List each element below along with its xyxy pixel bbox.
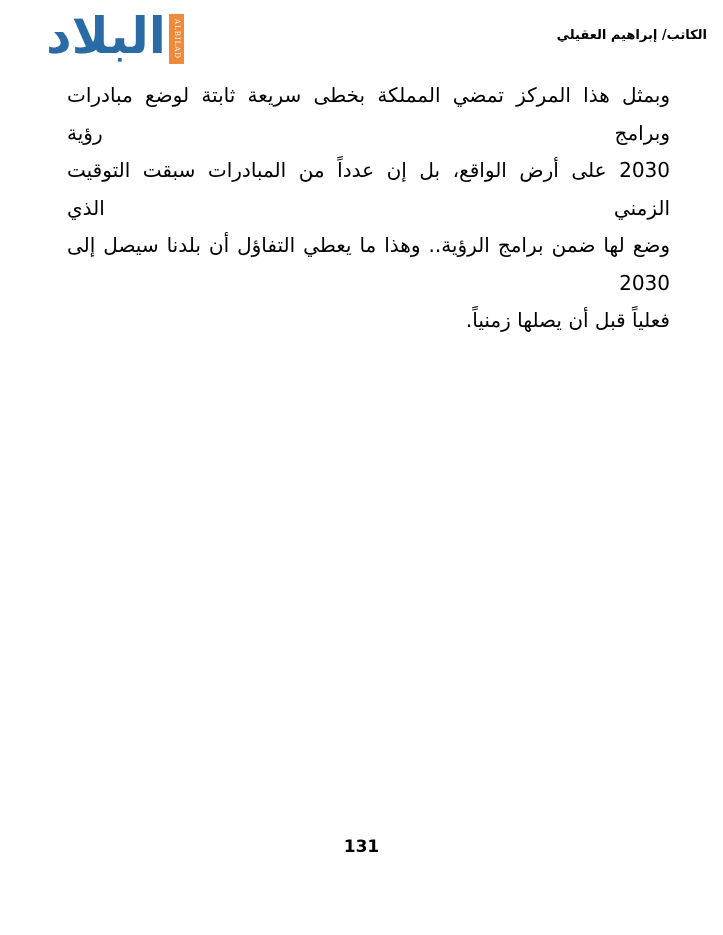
logo-latin-wordmark: ALBILAD — [172, 19, 181, 59]
paragraph-line-2: 2030 على أرض الواقع، بل إن عدداً من المبادرات سبقت التوقيت الزمني الذي — [67, 158, 670, 220]
author-byline: الكاتب/ إبراهيم العقيلي — [556, 28, 707, 43]
paragraph-line-4: فعلياً قبل أن يصلها زمنياً. — [465, 308, 670, 332]
paragraph-line-1: وبمثل هذا المركز تمضي المملكة بخطى سريعة ثابتة لوضع مبادرات وبرامج رؤية — [67, 83, 670, 145]
albilad-logo — [46, 7, 184, 65]
article-paragraph — [67, 77, 670, 340]
logo-arabic-wordmark: البلاد — [46, 7, 166, 65]
logo-orange-bar — [169, 14, 184, 64]
page-number: 131 — [343, 837, 380, 857]
paragraph-line-3: وضع لها ضمن برامج الرؤية.. وهذا ما يعطي التفاؤل أن بلدنا سيصل إلى 2030 — [67, 233, 670, 295]
